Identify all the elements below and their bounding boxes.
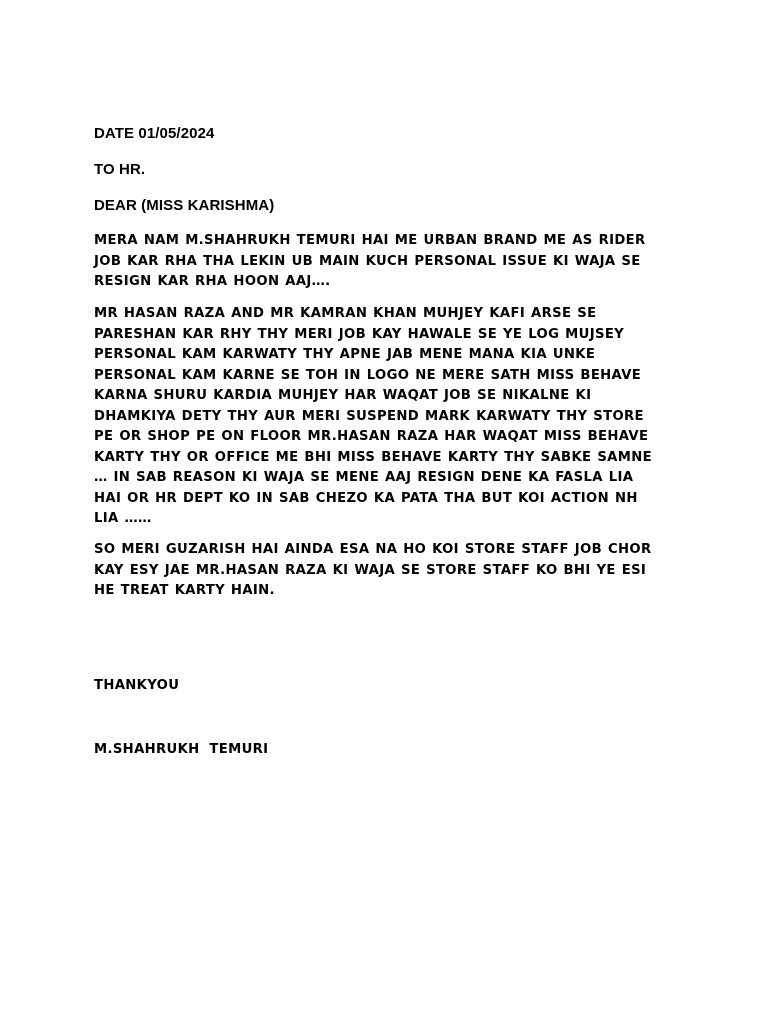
letter-date: DATE 01/05/2024 — [94, 125, 215, 142]
letter-salutation: DEAR (MISS KARISHMA) — [94, 197, 275, 214]
letter-paragraph-request: SO MERI GUZARISH HAI AINDA ESA NA HO KOI STORE STAFF JOB CHOR KAY ESY JAE MR.HASAN RAZA KI WAJA SE STORE STAFF KO BHI YE ESI HE TREAT KARTY HAIN. — [94, 542, 652, 598]
letter-paragraph-intro: MERA NAM M.SHAHRUKH TEMURI HAI ME URBAN BRAND ME AS RIDER JOB KAR RHA THA LEKIN UB MAIN KUCH PERSONAL ISSUE KI WAJA SE RESIGN KAR RHA HOON AAJ…. — [94, 233, 646, 289]
letter-paragraph-complaint: MR HASAN RAZA AND MR KAMRAN KHAN MUHJEY KAFI ARSE SE PARESHAN KAR RHY THY MERI JOB KAY HAWALE SE YE LOG MUJSEY PERSONAL KAM KARWATY THY APNE JAB MENE MANA KIA UNKE PERSONAL KAM KARNE SE TOH IN LOGO NE MERE SATH MISS BEHAVE KARNA SHURU KARDIA MUHJEY HAR WAQAT JOB SE NIKALNE KI DHAMKIYA DETY THY AUR MERI SUSPEND MARK KARWATY THY STORE PE OR SHOP PE ON FLOOR MR.HASAN RAZA HAR WAQAT MISS BEHAVE KARTY THY OR OFFICE ME BHI MISS BEHAVE KARTY THY SABKE SAMNE … IN SAB REASON KI WAJA SE MENE AAJ RESIGN DENE KA FASLA LIA HAI OR HR DEPT KO IN SAB CHEZO KA PATA THA BUT KOI ACTION NH LIA …… — [94, 306, 652, 526]
letter-signature: M.SHAHRUKH TEMURI — [94, 742, 269, 757]
letter-recipient: TO HR. — [94, 161, 146, 178]
letter-closing: THANKYOU — [94, 678, 180, 693]
